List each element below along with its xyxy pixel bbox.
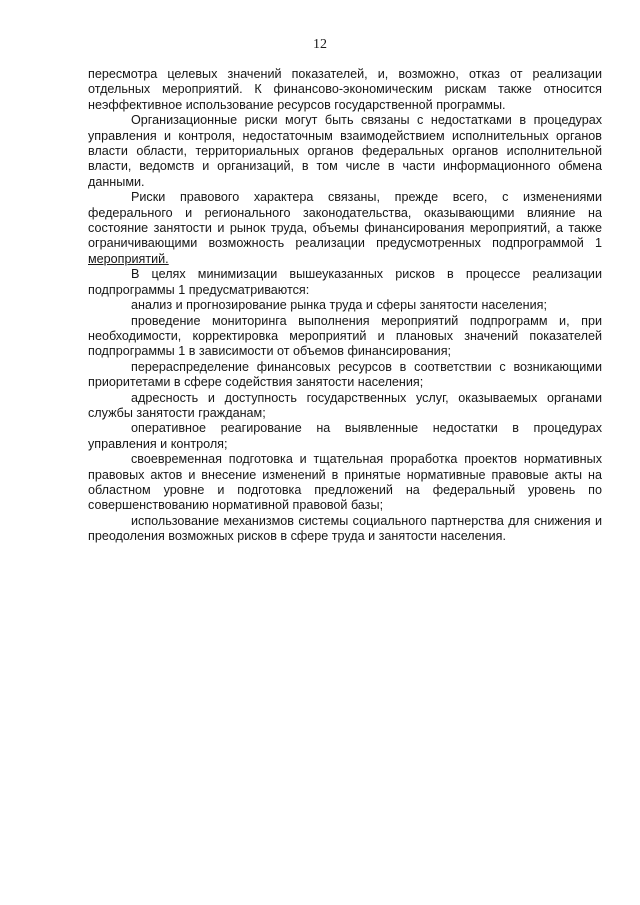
- list-item-targeting: адресность и доступность государственных услуг, оказываемых органами службы занятости гражданам;: [88, 390, 602, 420]
- list-item-legal-preparation: своевременная подготовка и тщательная проработка проектов нормативных правовых актов и внесение изменений в принятые нормативные правовые акты на областном уровне и подготовка предложений на федеральный уровень по совершенствованию нормативной правовой базы;: [88, 452, 602, 513]
- list-item-analysis: анализ и прогнозирование рынка труда и сферы занятости населения;: [131, 298, 547, 313]
- underlined-word: мероприятий.: [88, 251, 169, 266]
- list-item-social-partnership: использование механизмов системы социального партнерства для снижения и преодоления возможных рисков в сфере труда и занятости населения.: [88, 513, 602, 544]
- paragraph-continuation: пересмотра целевых значений показателей, и, возможно, отказ от реализации отдельных мероприятий. К финансово-экономическим рискам также относится неэффективное использование ресурсов государственной программы.: [88, 67, 602, 112]
- document-body: [88, 67, 602, 545]
- list-item-response: оперативное реагирование на выявленные недостатки в процедурах управления и контроля;: [88, 421, 602, 451]
- legal-risks-text: Риски правового характера связаны, прежде всего, с изменениями федерального и регионального законодательства, оказывающими влияние на состояние занятости и рынок труда, объемы финансирования мероприятий, а также ограничивающими возможность реализации предусмотренных подпрограммой 1: [88, 190, 602, 251]
- paragraph-risk-mitigation-intro: В целях минимизации вышеуказанных рисков в процессе реализации подпрограммы 1 предусматриваются:: [88, 267, 602, 297]
- list-item-redistribution: перераспределение финансовых ресурсов в соответствии с возникающими приоритетами в сфере содействия занятости населения;: [88, 359, 602, 390]
- page-number: 12: [313, 37, 327, 52]
- list-item-monitoring: проведение мониторинга выполнения мероприятий подпрограмм и, при необходимости, корректировка мероприятий и плановых значений показателей подпрограммы 1 в зависимости от объемов финансирования;: [88, 313, 602, 359]
- paragraph-legal-risks: [88, 190, 602, 267]
- paragraph-organizational-risks: Организационные риски могут быть связаны с недостатками в процедурах управления и контроля, недостаточным взаимодействием исполнительных органов власти области, территориальных органов федеральных органов исполнительной власти, ведомств и организаций, в том числе в части информационного обмена данными.: [88, 113, 602, 189]
